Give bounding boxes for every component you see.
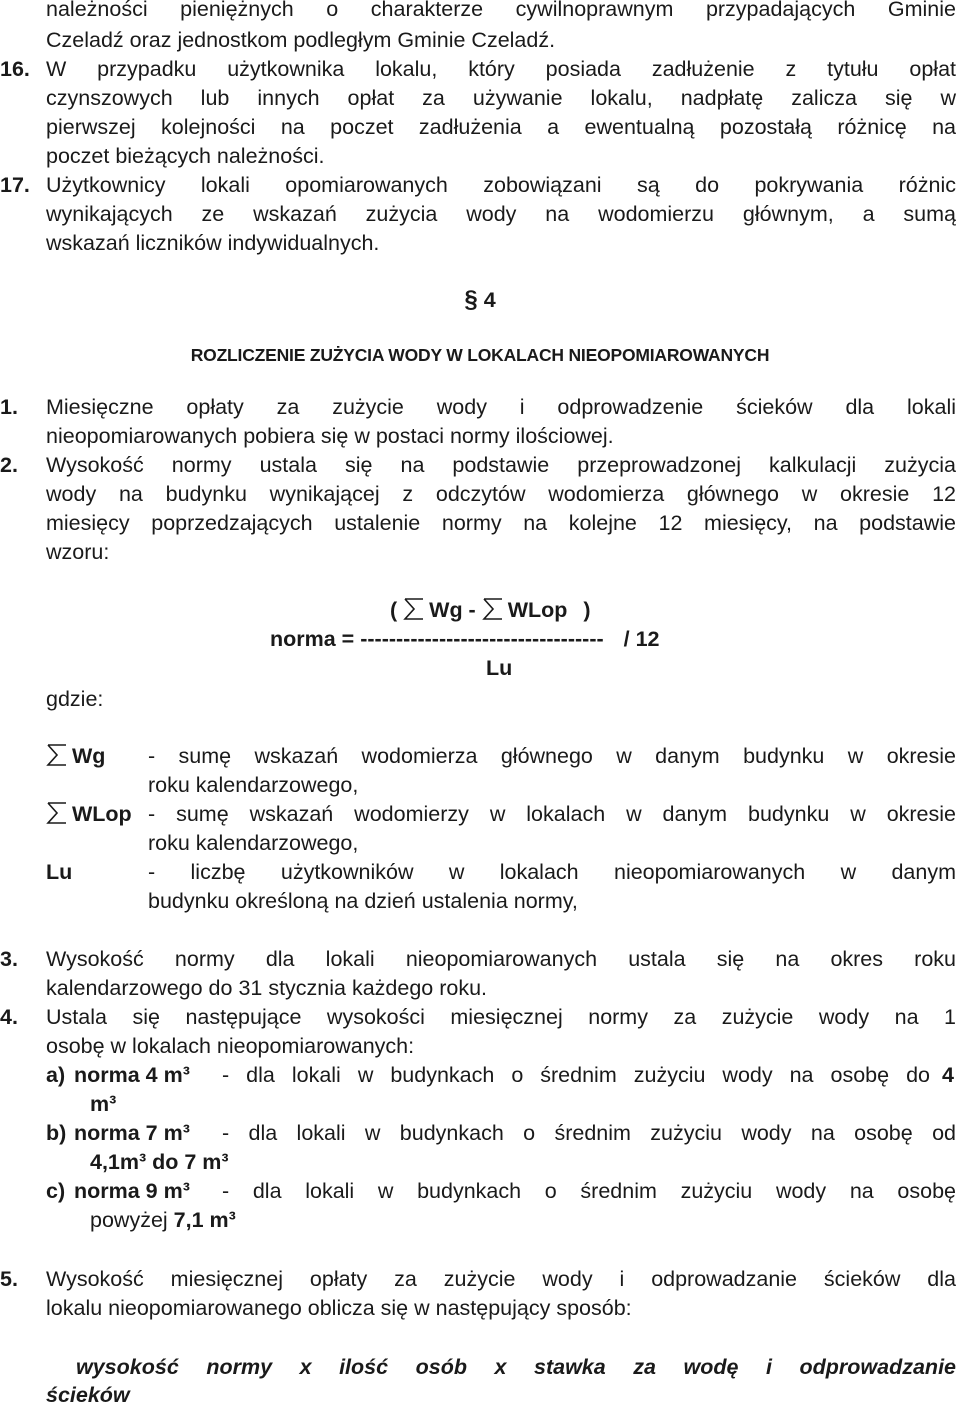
paragraph-line: czynszowych lub innych opłat za używanie lokalu, nadpłatę zalicza się w — [46, 86, 956, 110]
definition-term: WLop — [46, 801, 132, 827]
paragraph-line: lokalu nieopomiarowanego oblicza się w następujący sposób: — [46, 1296, 632, 1320]
sigma-icon — [482, 597, 504, 621]
section-symbol: § — [464, 286, 478, 313]
paragraph-line: Wysokość miesięcznej opłaty za zużycie wody i odprowadzanie ścieków dla — [46, 1267, 956, 1291]
norm-text: - dla lokali w budynkach o średnim zużyciu wody na osobę od — [222, 1121, 956, 1145]
norm-value: norma 9 m³ — [74, 1179, 190, 1203]
definition-term: Lu — [46, 860, 73, 884]
paragraph-line: W przypadku użytkownika lokalu, który posiada zadłużenie z tytułu opłat — [46, 57, 956, 81]
definition-line: - liczbę użytkowników w lokalach nieopomiarowanych w danym — [148, 860, 956, 884]
section-number — [0, 287, 960, 313]
paragraph-line: Czeladź oraz jednostkom podległym Gminie Czeladź. — [46, 28, 556, 52]
paragraph-line: poczet bieżących należności. — [46, 144, 325, 168]
paragraph-line: miesięcy poprzedzających ustalenie normy na kolejne 12 miesięcy, na podstawie — [46, 511, 956, 535]
gdzie-label: gdzie: — [46, 687, 104, 711]
sigma-icon — [46, 743, 68, 767]
item-number: 17. — [0, 173, 30, 197]
final-formula-line: ścieków — [46, 1383, 130, 1407]
definition-line: - sumę wskazań wodomierzy w lokalach w danym budynku w okresie — [148, 802, 956, 826]
paragraph-line: należności pieniężnych o charakterze cywilnoprawnym przypadających Gminie — [46, 0, 956, 21]
paragraph-line: Ustala się następujące wysokości miesięcznej normy za zużycie wody na 1 — [46, 1005, 956, 1029]
norm-continuation: powyżej 7,1 m³ — [90, 1208, 236, 1232]
formula-numerator: ( Wg - WLop ) — [390, 598, 591, 622]
formula-denominator: Lu — [486, 656, 513, 680]
item-number: 4. — [0, 1005, 18, 1029]
section-num: 4 — [483, 288, 496, 312]
item-number: 5. — [0, 1267, 18, 1291]
paragraph-line: nieopomiarowanych pobiera się w postaci normy ilościowej. — [46, 424, 614, 448]
norm-text: - dla lokali w budynkach o średnim zużyciu wody na osobę do — [222, 1063, 930, 1087]
item-number: 3. — [0, 947, 18, 971]
paragraph-line: Miesięczne opłaty za zużycie wody i odprowadzenie ścieków dla lokali — [46, 395, 956, 419]
item-number: 1. — [0, 395, 18, 419]
definition-line: roku kalendarzowego, — [148, 831, 359, 855]
item-number: 16. — [0, 57, 30, 81]
paragraph-line: wskazań liczników indywidualnych. — [46, 231, 380, 255]
norm-value: norma 7 m³ — [74, 1121, 190, 1145]
section-title: ROZLICZENIE ZUŻYCIA WODY W LOKALACH NIEOPOMIAROWANYCH — [190, 345, 770, 365]
paragraph-line: kalendarzowego do 31 stycznia każdego roku. — [46, 976, 488, 1000]
formula-main-line: norma = ---------------------------------- / 12 — [270, 627, 660, 651]
item-number: 2. — [0, 453, 18, 477]
paragraph-line: pierwszej kolejności na poczet zadłużenia a ewentualną pozostałą różnicę na — [46, 115, 956, 139]
paragraph-line: Użytkownicy lokali opomiarowanych zobowiązani są do pokrywania różnic — [46, 173, 956, 197]
norm-label: b) — [46, 1121, 67, 1145]
paragraph-line: Wysokość normy ustala się na podstawie przeprowadzonej kalkulacji zużycia — [46, 453, 956, 477]
norm-continuation: 4,1m³ do 7 m³ — [90, 1150, 229, 1174]
definition-line: - sumę wskazań wodomierza głównego w danym budynku w okresie — [148, 744, 956, 768]
definition-line: roku kalendarzowego, — [148, 773, 359, 797]
sigma-icon — [403, 597, 425, 621]
paragraph-line: Wysokość normy dla lokali nieopomiarowanych ustala się na okres roku — [46, 947, 956, 971]
paragraph-line: wzoru: — [46, 540, 110, 564]
norm-bold-end: 4 — [942, 1063, 954, 1087]
norm-label: a) — [46, 1063, 66, 1087]
paragraph-line: osobę w lokalach nieopomiarowanych: — [46, 1034, 415, 1058]
final-formula-line: wysokość normy x ilość osób x stawka za wodę i odprowadzanie — [76, 1355, 956, 1379]
norm-continuation: m³ — [90, 1092, 117, 1116]
definition-line: budynku określoną na dzień ustalenia normy, — [148, 889, 578, 913]
sigma-icon — [46, 801, 68, 825]
norm-value: norma 4 m³ — [74, 1063, 190, 1087]
definition-term: Wg — [46, 743, 105, 769]
norm-label: c) — [46, 1179, 66, 1203]
paragraph-line: wody na budynku wynikającej z odczytów wodomierza głównego w okresie 12 — [46, 482, 956, 506]
paragraph-line: wynikających ze wskazań zużycia wody na wodomierzu głównym, a sumą — [46, 202, 956, 226]
norm-text: - dla lokali w budynkach o średnim zużyciu wody na osobę — [222, 1179, 956, 1203]
